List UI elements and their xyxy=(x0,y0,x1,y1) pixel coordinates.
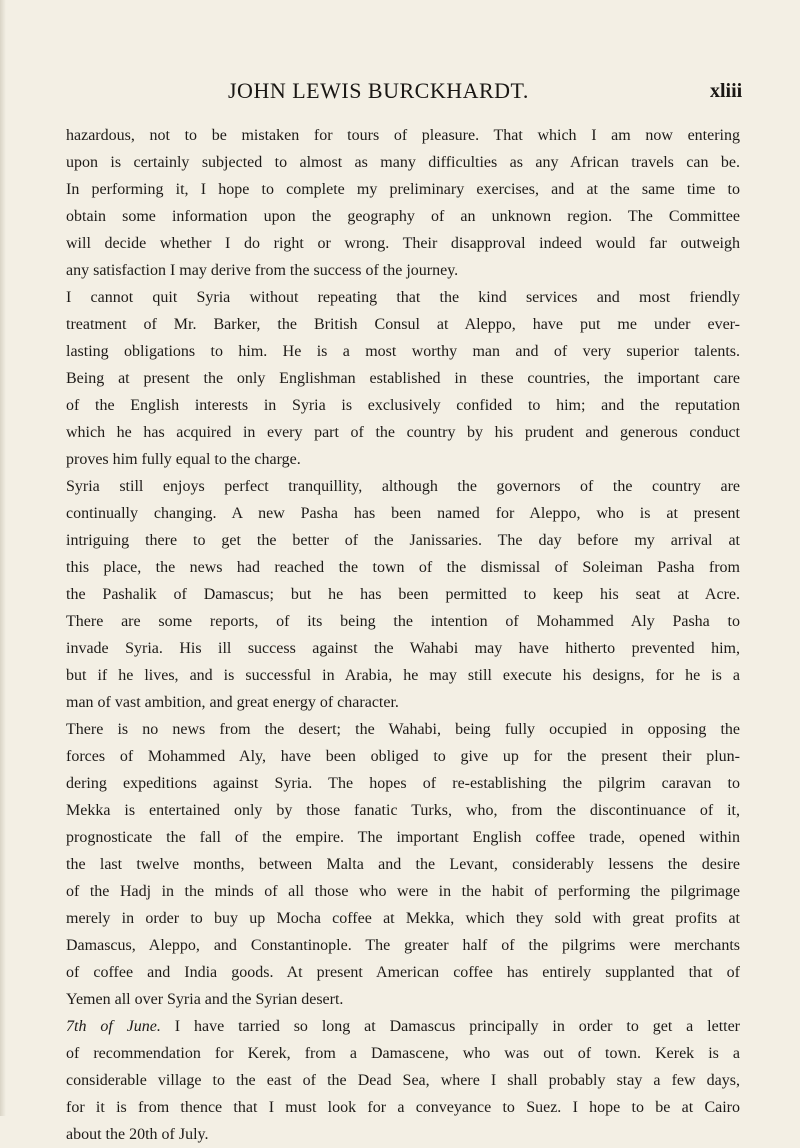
text-line xyxy=(66,500,740,527)
text-line xyxy=(66,608,740,635)
line-text: In performing it, I hope to complete my preliminary exercises, and at the same time to xyxy=(66,181,740,198)
line-text: about the 20th of July. xyxy=(66,1126,209,1143)
text-line xyxy=(66,662,740,689)
line-text: of the English interests in Syria is exclusively confided to him; and the reputation xyxy=(66,397,740,414)
text-line xyxy=(66,932,740,959)
text-line xyxy=(66,1121,740,1148)
line-text: this place, the news had reached the town of the dismissal of Soleiman Pasha from xyxy=(66,559,740,576)
line-text: invade Syria. His ill success against the Wahabi may have hitherto prevented him, xyxy=(66,640,740,657)
text-line xyxy=(66,1040,740,1067)
text-line xyxy=(66,230,740,257)
text-line xyxy=(66,824,740,851)
date-lead: 7th of June. xyxy=(66,1018,161,1035)
line-text: I cannot quit Syria without repeating that the kind services and most friendly xyxy=(66,289,740,306)
line-text: the last twelve months, between Malta and the Levant, considerably lessens the desire xyxy=(66,856,740,873)
line-text: which he has acquired in every part of the country by his prudent and generous conduct xyxy=(66,424,740,441)
line-text: I have tarried so long at Damascus principally in order to get a letter xyxy=(174,1018,740,1035)
text-line xyxy=(66,149,740,176)
line-text: for it is from thence that I must look for a conveyance to Suez. I hope to be at Cairo xyxy=(66,1099,740,1116)
line-text: considerable village to the east of the Dead Sea, where I shall probably stay a few days, xyxy=(66,1072,740,1089)
text-line xyxy=(66,473,740,500)
line-text: proves him fully equal to the charge. xyxy=(66,451,301,468)
running-head: JOHN LEWIS BURCKHARDT. xyxy=(228,78,529,103)
text-line xyxy=(66,527,740,554)
line-text: Damascus, Aleppo, and Constantinople. The greater half of the pilgrims were merchants xyxy=(66,937,740,954)
line-text: of the Hadj in the minds of all those who were in the habit of performing the pilgrimage xyxy=(66,883,740,900)
line-text: but if he lives, and is successful in Arabia, he may still execute his designs, for he is a xyxy=(66,667,740,684)
text-line xyxy=(66,581,740,608)
text-line xyxy=(66,446,740,473)
text-line xyxy=(66,716,740,743)
text-line xyxy=(66,959,740,986)
line-text: prognosticate the fall of the empire. The important English coffee trade, opened within xyxy=(66,829,740,846)
line-text: lasting obligations to him. He is a most worthy man and of very superior talents. xyxy=(66,343,740,360)
line-text: dering expeditions against Syria. The hopes of re-establishing the pilgrim caravan to xyxy=(66,775,740,792)
text-line xyxy=(66,419,740,446)
line-text: treatment of Mr. Barker, the British Consul at Aleppo, have put me under ever- xyxy=(66,316,740,333)
text-line xyxy=(66,743,740,770)
text-line xyxy=(66,311,740,338)
text-line xyxy=(66,1094,740,1121)
text-line xyxy=(66,257,740,284)
line-text: Being at present the only Englishman established in these countries, the important care xyxy=(66,370,740,387)
line-text: Mekka is entertained only by those fanatic Turks, who, from the discontinuance of it, xyxy=(66,802,740,819)
text-line xyxy=(66,176,740,203)
line-text: intriguing there to get the better of the Janissaries. The day before my arrival at xyxy=(66,532,740,549)
body-text xyxy=(66,122,740,1148)
text-line xyxy=(66,797,740,824)
text-line xyxy=(66,122,740,149)
text-line xyxy=(66,878,740,905)
line-text: Syria still enjoys perfect tranquillity, although the governors of the country are xyxy=(66,478,740,495)
text-line xyxy=(66,851,740,878)
text-line xyxy=(66,770,740,797)
text-line xyxy=(66,365,740,392)
text-line xyxy=(66,1067,740,1094)
line-text: of recommendation for Kerek, from a Damascene, who was out of town. Kerek is a xyxy=(66,1045,740,1062)
line-text: any satisfaction I may derive from the success of the journey. xyxy=(66,262,459,279)
text-line xyxy=(66,1013,740,1040)
text-line xyxy=(66,203,740,230)
text-line xyxy=(66,635,740,662)
line-text: obtain some information upon the geography of an unknown region. The Committee xyxy=(66,208,740,225)
line-text: will decide whether I do right or wrong. Their disapproval indeed would far outweigh xyxy=(66,235,740,252)
text-line xyxy=(66,284,740,311)
text-line xyxy=(66,905,740,932)
line-text: man of vast ambition, and great energy of character. xyxy=(66,694,399,711)
line-text: of coffee and India goods. At present American coffee has entirely supplanted that of xyxy=(66,964,740,981)
text-line xyxy=(66,689,740,716)
line-text: There are some reports, of its being the intention of Mohammed Aly Pasha to xyxy=(66,613,740,630)
line-text: continually changing. A new Pasha has been named for Aleppo, who is at present xyxy=(66,505,740,522)
line-text: forces of Mohammed Aly, have been obliged to give up for the present their plun- xyxy=(66,748,740,765)
line-text: merely in order to buy up Mocha coffee at Mekka, which they sold with great profits at xyxy=(66,910,740,927)
line-text: Yemen all over Syria and the Syrian desert. xyxy=(66,991,344,1008)
line-text: hazardous, not to be mistaken for tours of pleasure. That which I am now entering xyxy=(66,127,740,144)
text-line xyxy=(66,986,740,1013)
text-line xyxy=(66,554,740,581)
text-line xyxy=(66,338,740,365)
line-text: the Pashalik of Damascus; but he has been permitted to keep his seat at Acre. xyxy=(66,586,740,603)
text-line xyxy=(66,392,740,419)
page-number: xliii xyxy=(710,80,743,102)
line-text: upon is certainly subjected to almost as many difficulties as any African travels can be. xyxy=(66,154,740,171)
line-text: There is no news from the desert; the Wahabi, being fully occupied in opposing the xyxy=(66,721,740,738)
